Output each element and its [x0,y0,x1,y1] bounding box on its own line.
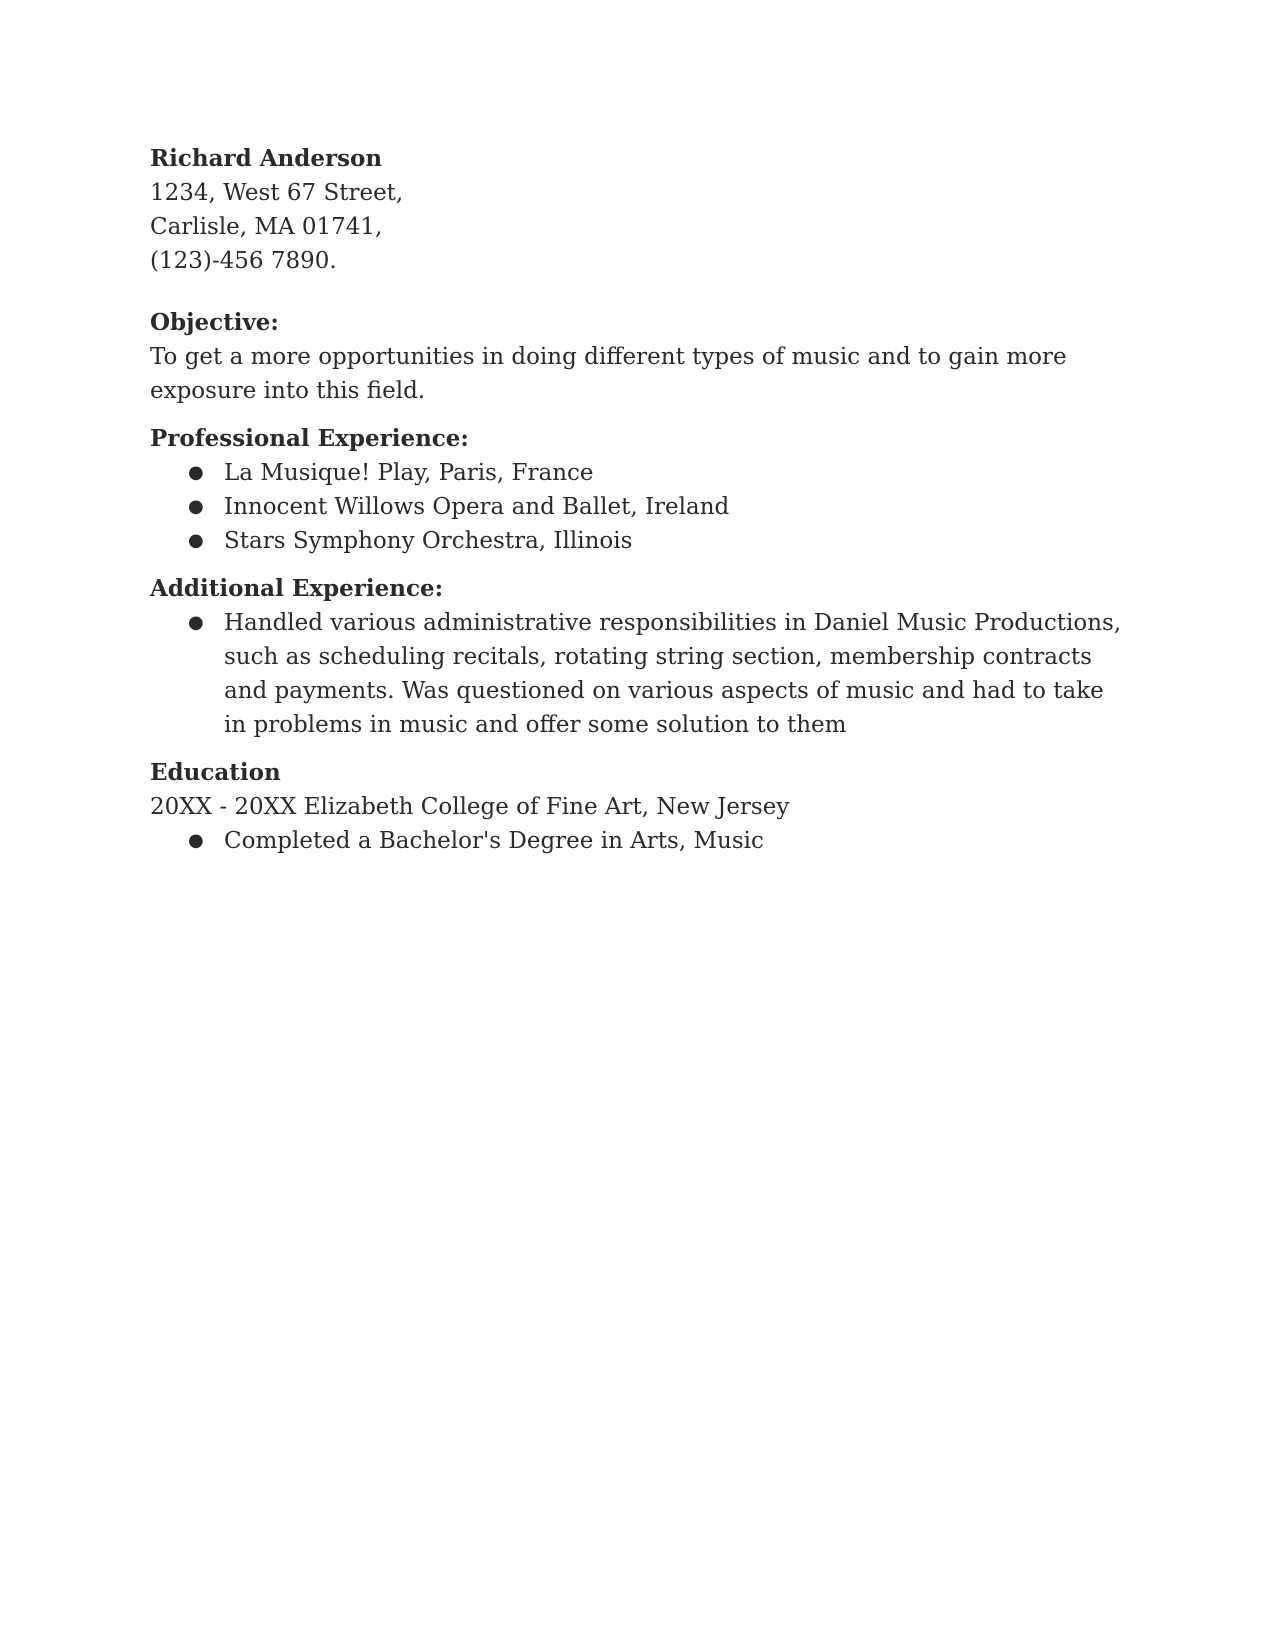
applicant-name: Richard Anderson [150,145,383,172]
professional-experience-section [150,422,1130,558]
list-item-text: Stars Symphony Orchestra, Illinois [224,528,633,554]
bullet-icon: ● [188,462,204,483]
list-item [150,456,1130,490]
list-item-text: Innocent Willows Opera and Ballet, Ireland [224,494,730,520]
list-item-text: Handled various administrative responsibilities in Daniel Music Productions, such as scheduling recitals, rotating string section, membership contracts and payments. Was questioned on various aspects of music and had to take in problems in music and offer some solution to them [224,610,1122,738]
contact-block [150,142,1130,278]
bullet-icon: ● [188,530,204,551]
objective-text: To get a more opportunities in doing different types of music and to gain more exposure into this field. [150,344,1067,404]
additional-experience-heading: Additional Experience: [150,575,444,602]
bullet-icon: ● [188,612,204,633]
address-line-2: Carlisle, MA 01741, [150,214,383,240]
address-line-1: 1234, West 67 Street, [150,180,404,206]
phone-number: (123)-456 7890. [150,248,337,274]
education-list [150,824,1130,858]
resume-page [150,142,1130,858]
bullet-icon: ● [188,830,204,851]
education-section [150,756,1130,858]
objective-section [150,306,1130,408]
list-item [150,524,1130,558]
objective-heading: Objective: [150,309,279,336]
list-item-text: La Musique! Play, Paris, France [224,460,594,486]
additional-experience-section [150,572,1130,742]
education-entry: 20XX - 20XX Elizabeth College of Fine Art, New Jersey [150,794,790,820]
bullet-icon: ● [188,496,204,517]
additional-experience-list [150,606,1130,742]
list-item [150,606,1130,742]
list-item-text: Completed a Bachelor's Degree in Arts, Music [224,828,764,854]
list-item [150,490,1130,524]
education-heading: Education [150,759,281,786]
professional-experience-list [150,456,1130,558]
list-item [150,824,1130,858]
professional-experience-heading: Professional Experience: [150,425,469,452]
